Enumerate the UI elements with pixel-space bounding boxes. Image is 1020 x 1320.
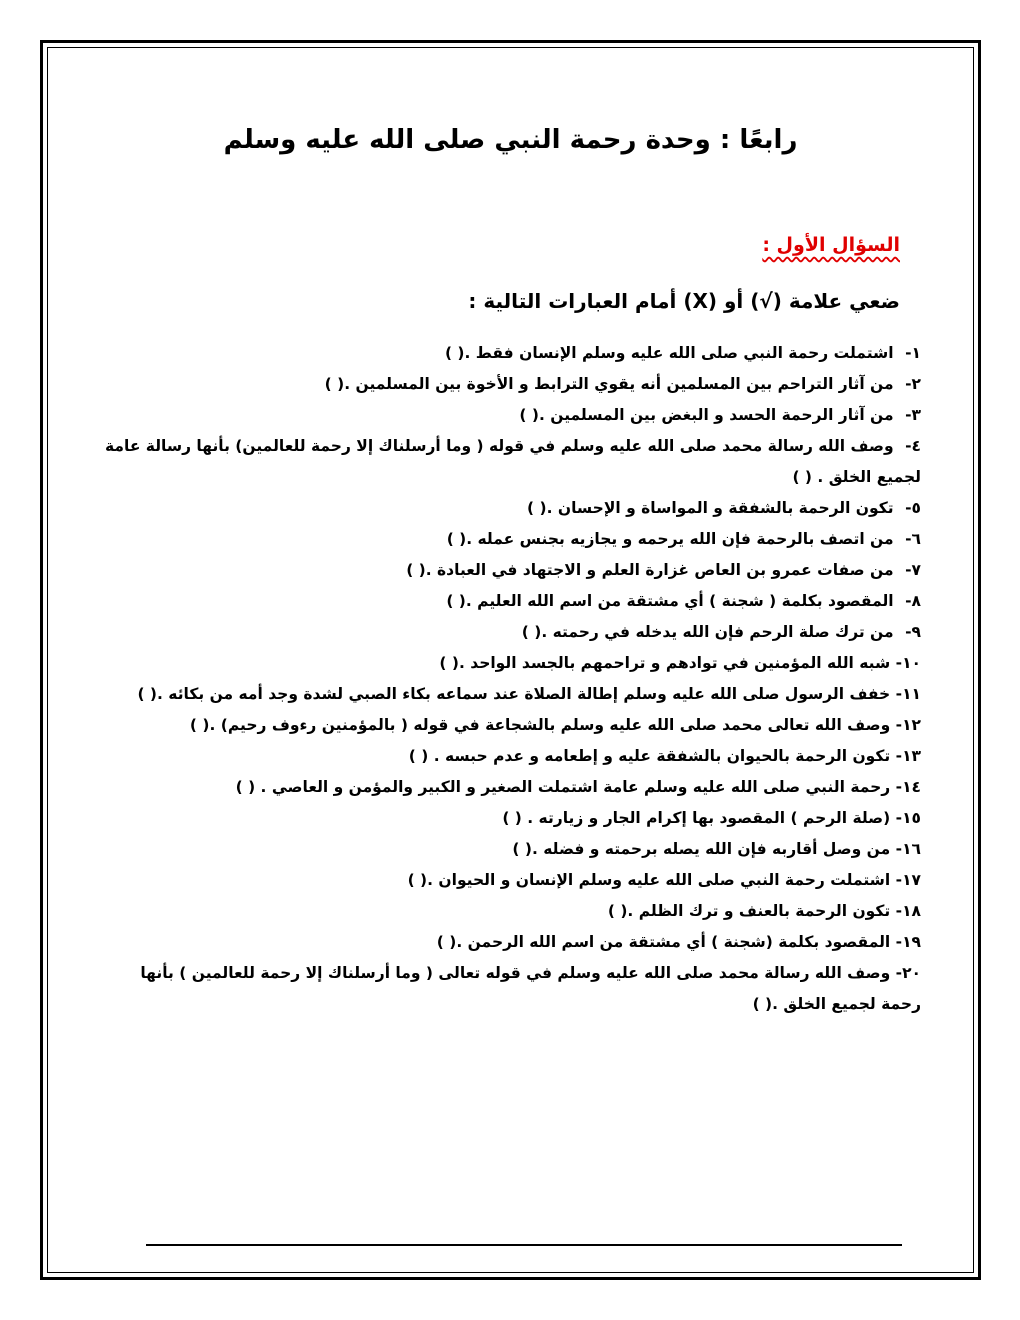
list-item <box>101 865 921 896</box>
item-text: من وصل أقاربه فإن الله يصله برحمته و فضله .( ) <box>512 840 891 858</box>
item-text: اشتملت رحمة النبي صلى الله عليه وسلم الإنسان فقط .( ) <box>444 344 894 362</box>
item-text: من آثار الرحمة الحسد و البغض بين المسلمين .( ) <box>519 406 894 424</box>
worksheet-page <box>48 48 973 1272</box>
list-item <box>101 617 921 648</box>
item-text: تكون الرحمة بالعنف و ترك الظلم .( ) <box>607 902 891 920</box>
list-item <box>101 741 921 772</box>
list-item <box>101 524 921 555</box>
item-text: اشتملت رحمة النبي صلى الله عليه وسلم الإنسان و الحيوان .( ) <box>407 871 891 889</box>
item-number: ٩- <box>905 623 921 641</box>
item-number: ١٠- <box>895 654 921 672</box>
page-title: رابعًا : وحدة رحمة النبي صلى الله عليه وسلم <box>223 125 798 155</box>
item-text: من اتصف بالرحمة فإن الله يرحمه و يجازيه بجنس عمله .( ) <box>446 530 894 548</box>
list-item <box>101 896 921 927</box>
list-item <box>101 493 921 524</box>
footer-divider <box>146 1244 902 1246</box>
list-item <box>101 834 921 865</box>
item-text: (صلة الرحم ) المقصود بها إكرام الجار و زيارته . ( ) <box>502 809 891 827</box>
item-number: ٨- <box>905 592 921 610</box>
item-number: ٥- <box>905 499 921 517</box>
list-item <box>101 369 921 400</box>
list-item <box>101 586 921 617</box>
list-item <box>101 772 921 803</box>
list-item <box>101 679 921 710</box>
item-number: ١٢- <box>895 716 921 734</box>
list-item <box>101 803 921 834</box>
item-text: تكون الرحمة بالشفقة و المواساة و الإحسان .( ) <box>527 499 894 517</box>
item-text: المقصود بكلمة ( شجنة ) أي مشتقة من اسم الله العليم .( ) <box>446 592 894 610</box>
item-text: وصف الله رسالة محمد صلى الله عليه وسلم في قوله تعالى ( وما أرسلناك إلا رحمة للعالمين ) بأنها رحمة لجميع الخلق .( ) <box>140 964 921 1013</box>
item-number: ٢٠- <box>895 964 921 982</box>
item-text: رحمة النبي صلى الله عليه وسلم عامة اشتملت الصغير و الكبير والمؤمن و العاصي . ( ) <box>235 778 891 796</box>
item-number: ١٣- <box>895 747 921 765</box>
item-number: ١٤- <box>895 778 921 796</box>
question-items-list <box>101 338 921 1020</box>
list-item <box>101 648 921 679</box>
list-item <box>101 400 921 431</box>
item-number: ١- <box>905 344 921 362</box>
list-item <box>101 431 921 493</box>
question-label: السؤال الأول : <box>762 234 900 256</box>
item-text: المقصود بكلمة (شجنة ) أي مشتقة من اسم الله الرحمن .( ) <box>436 933 891 951</box>
question-instruction: ضعي علامة (√) أو (X) أمام العبارات التالية : <box>468 289 900 313</box>
item-text: تكون الرحمة بالحيوان بالشفقة عليه و إطعامه و عدم حبسه . ( ) <box>408 747 891 765</box>
item-number: ١٥- <box>895 809 921 827</box>
item-text: من آثار التراحم بين المسلمين أنه يقوي الترابط و الأخوة بين المسلمين .( ) <box>324 375 894 393</box>
item-text: شبه الله المؤمنين في توادهم و تراحمهم بالجسد الواحد .( ) <box>439 654 891 672</box>
item-text: وصف الله تعالى محمد صلى الله عليه وسلم بالشجاعة في قوله ( بالمؤمنين رءوف رحيم) .( ) <box>189 716 891 734</box>
item-number: ١٦- <box>895 840 921 858</box>
item-number: ١٨- <box>895 902 921 920</box>
list-item <box>101 710 921 741</box>
item-number: ١٩- <box>895 933 921 951</box>
item-text: خفف الرسول صلى الله عليه وسلم إطالة الصلاة عند سماعه بكاء الصبي لشدة وجد أمه من بكائه .( ) <box>137 685 891 703</box>
item-text: وصف الله رسالة محمد صلى الله عليه وسلم في قوله ( وما أرسلناك إلا رحمة للعالمين) بأنها رسالة عامة لجميع الخلق . ( ) <box>105 437 921 486</box>
item-number: ٧- <box>905 561 921 579</box>
item-text: من ترك صلة الرحم فإن الله يدخله في رحمته .( ) <box>521 623 894 641</box>
list-item <box>101 555 921 586</box>
list-item <box>101 927 921 958</box>
item-text: من صفات عمرو بن العاص غزارة العلم و الاجتهاد في العبادة .( ) <box>406 561 894 579</box>
list-item <box>101 958 921 1020</box>
item-number: ٤- <box>905 437 921 455</box>
item-number: ٢- <box>905 375 921 393</box>
list-item <box>101 338 921 369</box>
item-number: ٣- <box>905 406 921 424</box>
item-number: ١١- <box>895 685 921 703</box>
item-number: ١٧- <box>895 871 921 889</box>
item-number: ٦- <box>905 530 921 548</box>
